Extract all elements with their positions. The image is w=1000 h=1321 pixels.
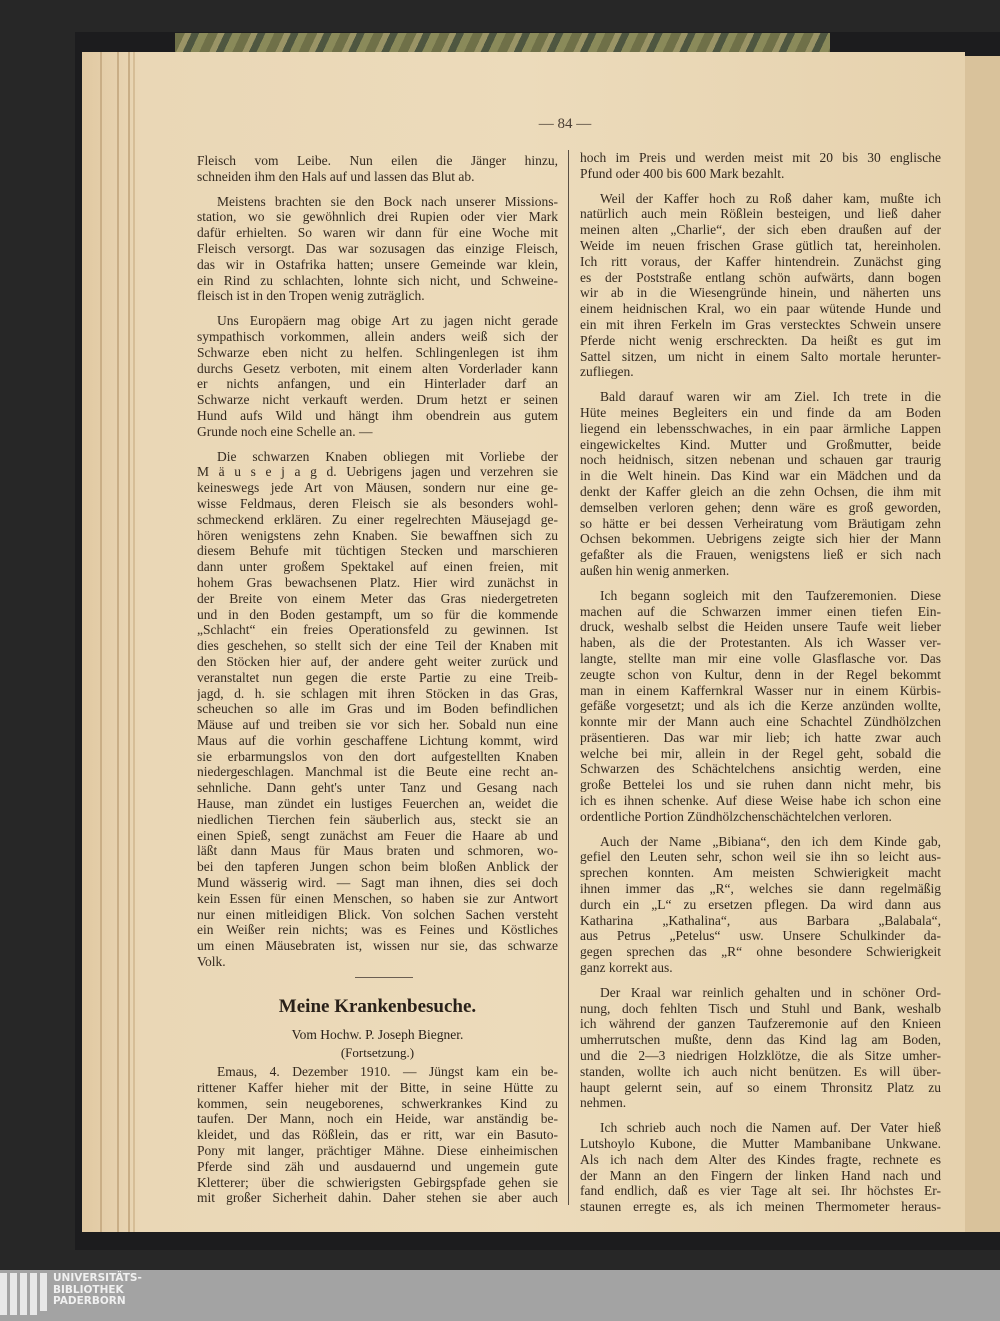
text-line: eingewickeltes Kind. Mutter und Großmutter, beide: [580, 436, 941, 452]
column-divider: [568, 150, 569, 1205]
paragraph: [580, 150, 941, 182]
paragraph: [197, 449, 558, 970]
text-line: ganz korrekt aus.: [580, 960, 673, 976]
text-line: so hätte er bei dessen Verheiratung vom Bräutigam zehn: [580, 515, 941, 531]
library-logo-icon: [0, 1273, 46, 1318]
article-body: [197, 1064, 558, 1215]
text-line: nehmen.: [580, 1095, 627, 1111]
paragraph: [580, 191, 941, 381]
text-line: Uns Europäern mag obige Art zu jagen nicht gerade: [217, 313, 558, 329]
text-line: Pony mit langer, prächtiger Mähne. Diese einheimischen: [197, 1142, 558, 1158]
text-line: schneiden ihm den Hals auf und lassen das Blut ab.: [197, 168, 475, 184]
text-line: hohem Gras bewachsenen Platz. Hier wird zunächst in: [197, 574, 558, 590]
logo-line: UNIVERSITÄTS-: [53, 1272, 142, 1284]
text-line: Schwarze nicht verkauft werden. Drum hetzt er seinen: [197, 392, 558, 408]
text-line: es der Poststraße entlang schön aufwärts, dann bogen: [580, 269, 941, 285]
text-line: Weide im neuen frischen Grase gütlich tat, hereinholen.: [580, 237, 941, 253]
text-line: Ich begann sogleich mit den Taufzeremonien. Diese: [600, 587, 941, 603]
text-line: Ochsen bekommen. Uebrigens zeigte sich hier der Mann: [580, 531, 941, 547]
text-line: Pfund oder 400 bis 600 Mark bezahlt.: [580, 165, 785, 181]
text-line: fand endlich, daß es vier Tage alt sei. Ihr höchstes Er-: [580, 1183, 941, 1199]
text-line: zeugte schon von Kultur, denn in der Regel bekommt: [580, 666, 941, 682]
text-line: keineswegs jede Art von Mäusen, sondern nur eine ge-: [197, 480, 558, 496]
text-line: bei den tapferen Jungen schon beim bloßen Anblick der: [197, 859, 558, 875]
text-line: noch heidnisch, sitzen nebenan und schauen gar traurig: [580, 452, 941, 468]
text-line: „Schlacht“ ein freies Operationsfeld zu gewinnen. Ist: [197, 622, 558, 638]
text-line: Bald darauf waren wir am Ziel. Ich trete in die: [600, 389, 941, 405]
text-line: ihnen immer das „R“, welches sie dann regelmäßig: [580, 881, 941, 897]
page-stack-edge: [100, 52, 102, 1232]
paragraph: [197, 194, 558, 305]
text-line: Die schwarzen Knaben obliegen mit Vorliebe der: [217, 448, 558, 464]
paragraph: [580, 1120, 941, 1215]
text-line: jagd, d. h. sie schlagen mit ihren Stöcken in das Gras,: [197, 685, 558, 701]
text-line: ein mit ihren Ferkeln im Gras verstecktes Schwein unsere: [580, 316, 941, 332]
text-line: Meistens brachten sie den Bock nach unserer Missions-: [217, 193, 558, 209]
paragraph: [197, 1064, 558, 1206]
text-line: aus Petrus „Petelus“ usw. Unsere Schulkinder da-: [580, 928, 941, 944]
text-line: ein Weißer rein nichts; was es Feines und Köstliches: [197, 922, 558, 938]
text-line: diesem Behufe mit tüchtigen Stecken und marschieren: [197, 543, 558, 559]
text-line: ich es ihnen schenke. Auf diese Weise habe ich schon eine: [580, 793, 941, 809]
text-line: langte, stellte man mir eine volle Glasflasche vor. Das: [580, 650, 941, 666]
text-line: Mund wässerig wird. — Sagt man ihnen, dies sei doch: [197, 875, 558, 891]
text-line: M ä u s e j a g d. Uebrigens jagen und verzehren sie: [197, 464, 558, 480]
text-line: Emaus, 4. Dezember 1910. — Jüngst kam ein be-: [217, 1064, 558, 1079]
text-line: haupt gelernt sein, auf so einem Thronsitz Platz zu: [580, 1079, 941, 1095]
text-line: Weil der Kaffer hoch zu Roß daher kam, mußte ich: [600, 190, 941, 206]
text-line: er nichts anfangen, und ein Hinterlader darf an: [197, 376, 558, 392]
text-line: kein Essen für einen Menschen, so haben sie zur Antwort: [197, 890, 558, 906]
text-line: Auch der Name „Bibiana“, den ich dem Kinde gab,: [600, 833, 941, 849]
text-line: sprechen konnten. Am meisten Schwierigkeit macht: [580, 865, 941, 881]
library-logo-text: [53, 1273, 142, 1308]
text-line: hören wenigstens zehn Knaben. Sie bewaffnen sich zu: [197, 527, 558, 543]
page-stack-edge: [117, 52, 119, 1232]
text-line: Pferde nicht wenig erschreckten. Da heißt es gut im: [580, 332, 941, 348]
article-title: Meine Krankenbesuche.: [278, 996, 477, 1017]
text-line: ordentliche Portion Zündhölzchenschächtelchen verloren.: [580, 808, 892, 824]
text-line: zufliegen.: [580, 364, 634, 380]
paragraph: [580, 588, 941, 825]
text-line: haben, als die der Protestanten. Als ich Wasser ver-: [580, 635, 941, 651]
text-line: Volk.: [197, 954, 226, 970]
text-line: hoch im Preis und werden meist mit 20 bis 30 englische: [580, 150, 941, 165]
text-line: Mäuse auf und treiben sie vor sich her. Sobald nun eine: [197, 717, 558, 733]
text-line: Hund aufs Wild und hängt ihm obendrein aus gutem: [197, 407, 558, 423]
text-line: machen auf die Schwarzen immer einen tiefen Ein-: [580, 603, 941, 619]
text-line: Der Kraal war reinlich gehalten und in schöner Ord-: [600, 984, 941, 1000]
article-continuation: (Fortsetzung.): [340, 1045, 415, 1060]
text-line: sehnliche. Dann geht's unter Tanz und Gesang nach: [197, 780, 558, 796]
text-line: präsentieren. Das war mir lieb; ich hatte zwar auch: [580, 729, 941, 745]
text-line: dafür erhielten. So waren wir dann für eine Woche mit: [197, 225, 558, 241]
footer-bar: [0, 1270, 1000, 1321]
paragraph: [580, 834, 941, 976]
text-line: staunen erregte es, als ich meinen Thermometer heraus-: [580, 1199, 941, 1215]
text-line: Pferde sind zäh und ausdauernd und ungemein gute: [197, 1158, 558, 1174]
text-line: veranstaltet nun gegen die erste Partie zu eine Treib-: [197, 669, 558, 685]
text-line: Grunde noch eine Schelle an. —: [197, 423, 373, 439]
text-line: außen hin wenig anmerken.: [580, 562, 730, 578]
page-number: — 84 —: [538, 116, 592, 132]
text-line: in die Welt hinein. Das Kind war ein Mädchen und da: [580, 468, 941, 484]
text-line: man in einem Kaffernkral Wasser nur in einem Kürbis-: [580, 682, 941, 698]
text-line: scheuchen so alle im Gras und im Boden befindlichen: [197, 701, 558, 717]
text-line: Als ich nach dem Alter des Kindes fragte, rechnete es: [580, 1151, 941, 1167]
text-line: ein Rind zu schlachten, lohnte sich nicht, und Schweine-: [197, 272, 558, 288]
left-column: [197, 153, 558, 979]
right-column: [580, 150, 941, 1224]
text-line: dies geschehen, so stellt sich der eine Teil der Knaben mit: [197, 638, 558, 654]
text-line: liegend ein lebensschwaches, in ein paar ärmliche Lappen: [580, 420, 941, 436]
text-line: gefaßter als die Frauen, wenigstens ließ er sich nach: [580, 547, 941, 563]
text-line: umherrutschen mußte, denn das Kind lag am Boden,: [580, 1032, 941, 1048]
text-line: durchs Gesetz verboten, mit einem alten Vorderlader kann: [197, 360, 558, 376]
text-line: Hüte meines Begleiters ein und finde da am Boden: [580, 404, 941, 420]
text-line: denkt der Kaffer gleich an die zehn Ochsen, die ihm mit: [580, 483, 941, 499]
page-stack-edge: [133, 52, 135, 1232]
text-line: nur einen mitleidigen Blick. Von solchen Sachen versteht: [197, 906, 558, 922]
text-line: durch ein „L“ zu ersetzen pflegen. Da wird dann aus: [580, 896, 941, 912]
text-line: das wir in Ostafrika hatten; unsere Gemeinde war klein,: [197, 256, 558, 272]
text-line: gegen sprechen das „R“ ohne besondere Schwierigkeit: [580, 944, 941, 960]
text-line: Schwarzen des Schächtelchens ansichtig werden, eine: [580, 761, 941, 777]
text-line: sie erbarmungslos von den dort aufgestellten Knaben: [197, 748, 558, 764]
text-line: um einen Mäusebraten ist, wissen nur sie, das schwarze: [197, 938, 558, 954]
text-line: standen, wollte ich auch nicht benützen. Es will über-: [580, 1063, 941, 1079]
text-line: fleisch ist in den Tropen wenig zuträglich.: [197, 288, 425, 304]
next-page-edge: [962, 56, 1000, 1232]
text-line: und die 2—3 niedrigen Holzklötze, die als Sitze umher-: [580, 1048, 941, 1064]
text-line: der Breite von einem Meter das Gras niedergetreten: [197, 590, 558, 606]
text-line: Fleisch versorgt. Das war sozusagen das einzige Fleisch,: [197, 240, 558, 256]
text-line: dann unter großem Spektakel auf einen freien, mit: [197, 559, 558, 575]
text-line: einen Spieß, sengt zunächst am Feuer die Haare ab und: [197, 827, 558, 843]
text-line: niedergeschlagen. Manchmal ist die Beute eine recht an-: [197, 764, 558, 780]
text-line: Ich ritt voraus, der Kaffer hintendrein. Zunächst ging: [580, 253, 941, 269]
section-separator: [355, 977, 413, 978]
text-line: natürlich auch mein Rößlein besteigen, und ließ daher: [580, 206, 941, 222]
text-line: demselben verloren gehen; denn wäre es groß geworden,: [580, 499, 941, 515]
text-line: meinen alten „Charlie“, der sich eben draußen auf der: [580, 222, 941, 238]
text-line: einem heidnischen Kral, wo ein paar wütende Hunde und: [580, 301, 941, 317]
text-line: wir ab in die Wiesengründe hinein, und näherten uns: [580, 285, 941, 301]
text-line: niedlichen Tierchen fein säuberlich aus, steckt sie an: [197, 811, 558, 827]
text-line: Katharina „Kathalina“, aus Barbara „Balabala“,: [580, 912, 941, 928]
text-line: welche bei mir, allein in der Regel geht, sobald die: [580, 745, 941, 761]
page-stack-edge: [128, 52, 130, 1232]
text-line: Maus auf die vorhin geschaffene Lichtung kommt, wird: [197, 732, 558, 748]
text-line: sympathisch vorkommen, allein anders weiß sich der: [197, 328, 558, 344]
logo-line: BIBLIOTHEK: [53, 1283, 124, 1296]
paragraph: [580, 985, 941, 1111]
text-line: Schwarze eben nicht zu helfen. Schlingenlegen ist ihm: [197, 344, 558, 360]
text-line: Lutshoylo Kubone, die Mutter Mambanibane Unkwane.: [580, 1136, 941, 1152]
text-line: gefäße vorgesetzt; und als ich die Kerze anzünden wollte,: [580, 698, 941, 714]
text-line: Sattel sitzen, um nicht in einem Salto mortale herunter-: [580, 348, 941, 364]
text-line: große Bettelei los und sie ruhen dann nicht mehr, bis: [580, 777, 941, 793]
text-line: gefiel den Leuten sehr, schon weil sie ihn so leicht aus-: [580, 849, 941, 865]
text-line: Fleisch vom Leibe. Nun eilen die Jänger hinzu,: [197, 153, 558, 168]
text-line: kommen, sein neugeborenes, schwerkrankes Kind zu: [197, 1095, 558, 1111]
text-line: nung, doch fehlten Tisch und Stuhl und Bank, weshalb: [580, 1000, 941, 1016]
text-line: der Mann an den Fingern der linken Hand nach und: [580, 1167, 941, 1183]
paragraph: [197, 153, 558, 185]
text-line: taufen. Der Mann, noch ein Heide, war anständig be-: [197, 1111, 558, 1127]
text-line: läßt dann Maus für Maus braten und schmoren, wo-: [197, 843, 558, 859]
text-line: und in den Boden gestampft, um so für die kommende: [197, 606, 558, 622]
text-line: rittener Kaffer hieher mit der Bitte, in seine Hütte zu: [197, 1079, 558, 1095]
text-line: schmeckend erklären. Zu einer regelrechten Mäusejagd ge-: [197, 511, 558, 527]
text-line: Kletterer; über die schwierigsten Gebirgspfade gehen sie: [197, 1174, 558, 1190]
text-line: wisse Feldmaus, deren Fleisch sie als besonders wohl-: [197, 495, 558, 511]
text-line: den Stöcken hier auf, der andere geht weiter zurück und: [197, 653, 558, 669]
text-line: station, wo sie gewöhnlich drei Rupien oder vier Mark: [197, 209, 558, 225]
paragraph: [580, 389, 941, 579]
text-line: ich während der ganzen Taufzeremonie auf den Knieen: [580, 1016, 941, 1032]
logo-line: PADERBORN: [53, 1295, 126, 1307]
paragraph: [197, 313, 558, 439]
text-line: kleidet, und das Rößlein, das er ritt, war ein Basuto-: [197, 1127, 558, 1143]
text-line: Ich schrieb auch noch die Namen auf. Der Vater hieß: [600, 1120, 941, 1136]
text-line: Hause, man zündet ein lustiges Feuerchen an, weidet die: [197, 796, 558, 812]
text-line: druck, weshalb selbst die Heiden unsere Taufe weit lieber: [580, 619, 941, 635]
text-line: konnte mir der Mann auch eine Schachtel Zündhölzchen: [580, 714, 941, 730]
article-byline: Vom Hochw. P. Joseph Biegner.: [291, 1027, 464, 1042]
text-line: mit großer Sicherheit dahin. Daher stehen sie aber auch: [197, 1190, 558, 1206]
